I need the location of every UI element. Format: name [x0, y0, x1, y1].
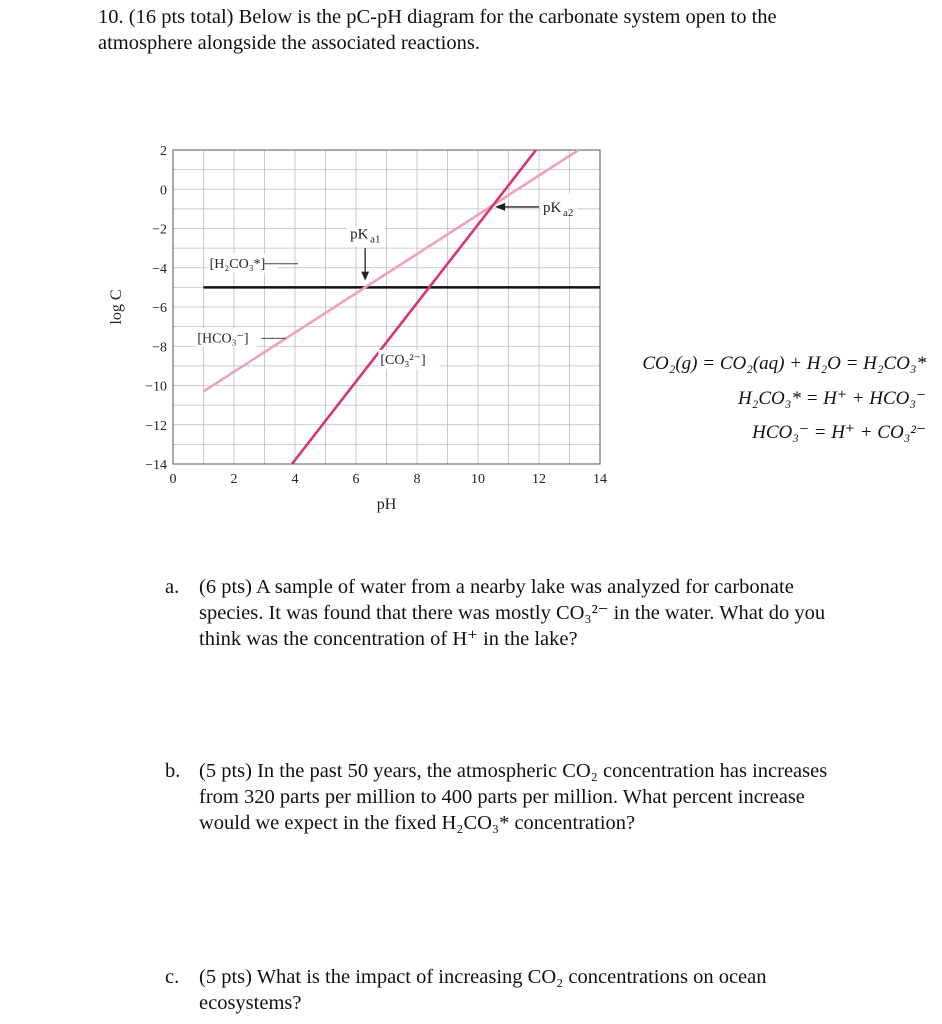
question-b — [165, 758, 935, 838]
y-axis-label: log C — [108, 289, 125, 325]
reaction-3: HCO₃⁻ = H⁺ + CO₃²⁻ — [752, 422, 926, 443]
y-tick-label: −14 — [145, 458, 167, 473]
y-tick-label: −10 — [145, 379, 167, 395]
question-a-line-1: (6 pts) A sample of water from a nearby lake was analyzed for carbonate — [199, 576, 794, 598]
y-tick-label: −6 — [152, 301, 167, 316]
chart-grid — [173, 150, 600, 464]
species-label: [HCO₃⁻] — [197, 331, 249, 347]
species-label: [H₂CO₃*] — [209, 256, 266, 272]
question-a-line-2: species. It was found that there was mostly CO₃²⁻ in the water. What do you — [199, 602, 826, 624]
reaction-1: CO₂(g) = CO₂(aq) + H₂O = H₂CO₃* — [642, 353, 926, 374]
question-b-line-3: would we expect in the fixed H₂CO₃* concentration? — [199, 812, 636, 834]
y-tick-label: −4 — [152, 261, 167, 277]
pka1-arrow-head — [361, 272, 369, 281]
y-tick-label: 0 — [160, 183, 167, 199]
x-tick-label: 12 — [532, 472, 546, 487]
chart-ticks — [145, 144, 607, 487]
species-label-group — [208, 254, 298, 273]
y-tick-label: −12 — [145, 418, 167, 434]
species-label-group — [378, 350, 439, 369]
reaction-2: H₂CO₃* = H⁺ + HCO₃⁻ — [738, 388, 926, 409]
question-a-line-3: think was the concentration of H⁺ in the lake? — [199, 628, 578, 650]
question-c-letter: c. — [165, 966, 180, 988]
question-a-letter: a. — [165, 576, 180, 598]
pka1-label: pK — [350, 226, 369, 243]
x-tick-label: 10 — [471, 472, 485, 487]
species-label-group — [195, 328, 285, 347]
question-b-letter: b. — [165, 760, 181, 782]
question-a — [165, 574, 935, 654]
question-b-line-1: (5 pts) In the past 50 years, the atmospheric CO₂ concentration has increases — [199, 760, 828, 782]
pka2-label-sub: a2 — [563, 206, 574, 219]
x-tick-label: 8 — [413, 472, 421, 487]
pka1-label-sub: a1 — [370, 233, 381, 246]
pka2-label: pK — [543, 199, 562, 216]
x-tick-label: 4 — [291, 472, 299, 487]
problem-header: 10. (16 pts total) Below is the pC-pH diagram for the carbonate system open to the — [98, 6, 777, 28]
x-tick-label: 2 — [230, 472, 238, 487]
pc-ph-chart — [95, 135, 625, 525]
x-axis-label: pH — [376, 496, 397, 513]
y-tick-label: −2 — [152, 222, 167, 238]
question-c-line-2: ecosystems? — [199, 992, 302, 1014]
x-tick-label: 6 — [352, 472, 360, 487]
problem-header-line2: atmosphere alongside the associated reactions. — [98, 32, 480, 54]
x-tick-label: 14 — [593, 472, 607, 487]
species-label: [CO₃²⁻] — [380, 352, 426, 368]
x-tick-label: 0 — [169, 472, 177, 487]
question-c — [165, 964, 935, 1020]
question-b-line-2: from 320 parts per million to 400 parts per million. What percent increase — [199, 786, 805, 808]
y-tick-label: −8 — [152, 340, 167, 356]
question-c-line-1: (5 pts) What is the impact of increasing CO₂ concentrations on ocean — [199, 966, 767, 988]
y-tick-label: 2 — [160, 144, 167, 159]
